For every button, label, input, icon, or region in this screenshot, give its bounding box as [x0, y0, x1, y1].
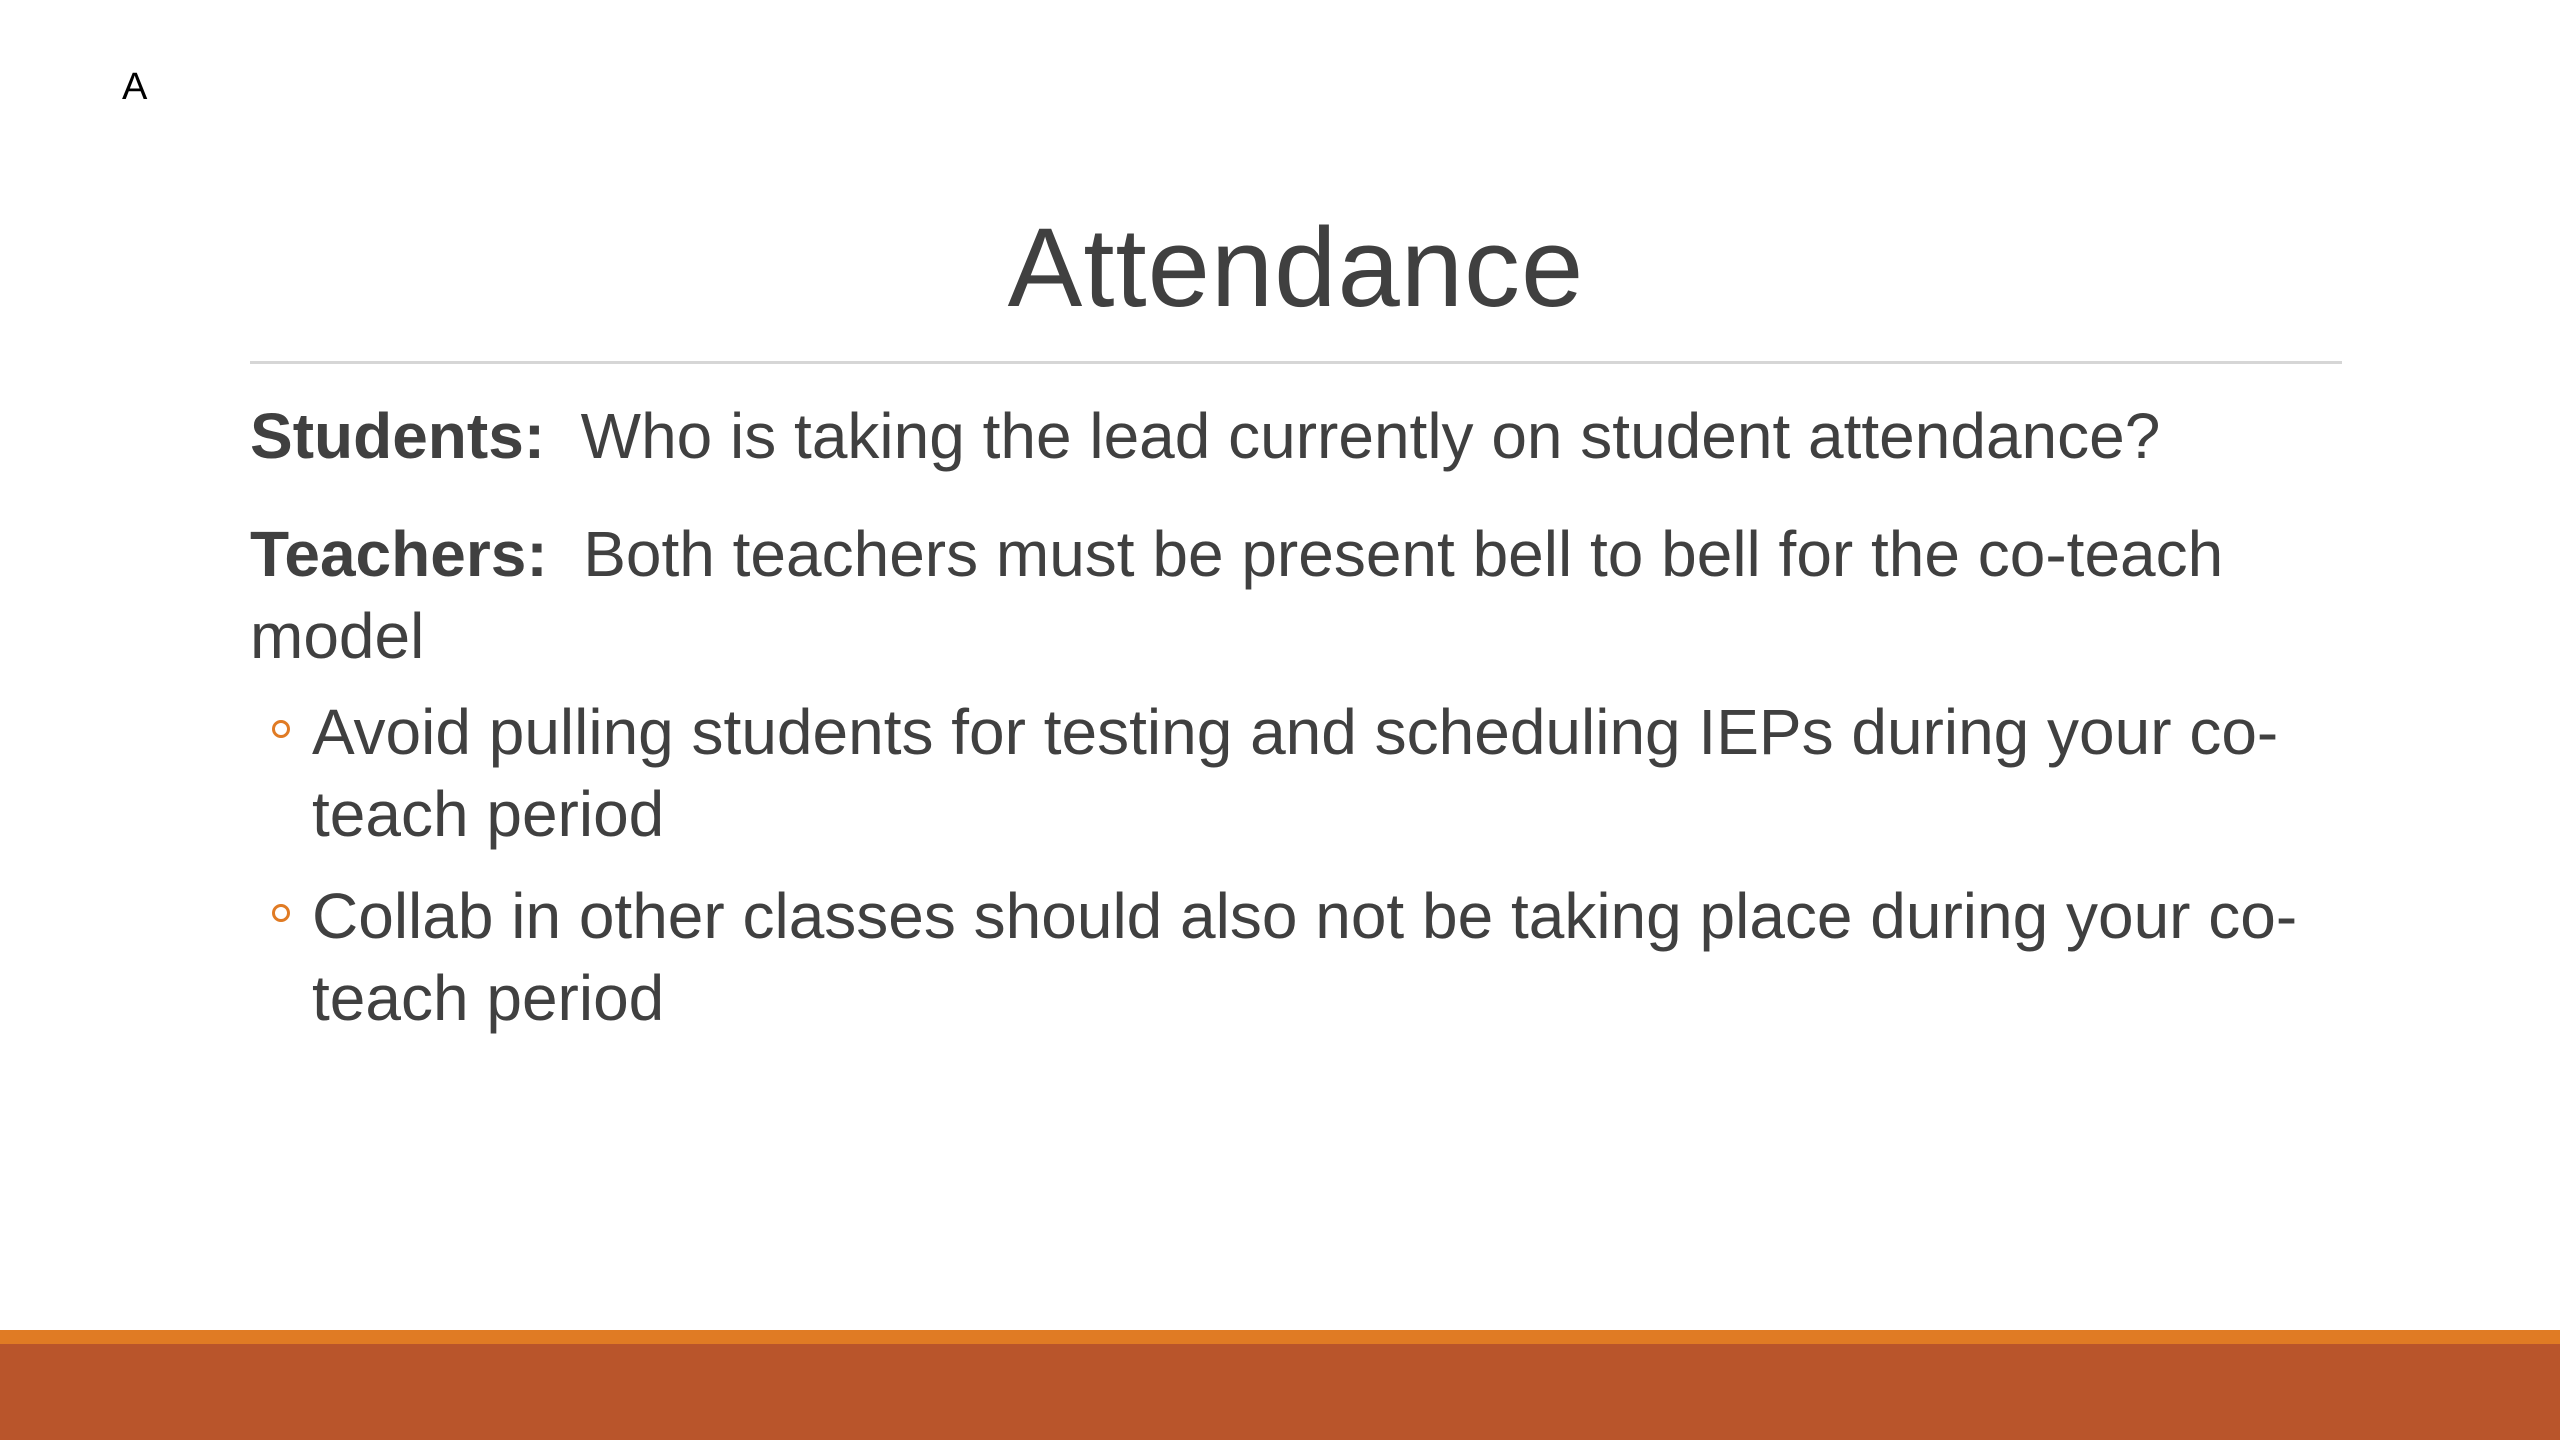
sub-bullet-text: Avoid pulling students for testing and scheduling IEPs during your co-teach period — [312, 696, 2279, 850]
students-label: Students: — [250, 400, 546, 472]
teachers-text: Both teachers must be present bell to bell for the co-teach model — [250, 518, 2224, 672]
slide-body — [250, 395, 2350, 1059]
hollow-circle-bullet-icon — [272, 720, 290, 738]
sub-bullet-text: Collab in other classes should also not be taking place during your co-teach period — [312, 880, 2298, 1034]
teachers-label: Teachers: — [250, 518, 548, 590]
hollow-circle-bullet-icon — [272, 904, 290, 922]
slide-title: Attendance — [1007, 205, 1585, 330]
footer-accent-stripe — [0, 1330, 2560, 1344]
students-paragraph — [250, 395, 2350, 477]
corner-mark: A — [122, 66, 148, 108]
teachers-paragraph — [250, 513, 2350, 677]
students-text: Who is taking the lead currently on student attendance? — [580, 400, 2161, 472]
footer-band — [0, 1344, 2560, 1440]
title-divider — [250, 361, 2342, 364]
sub-bullet-item — [250, 875, 2350, 1039]
sub-bullet-item — [250, 691, 2350, 855]
